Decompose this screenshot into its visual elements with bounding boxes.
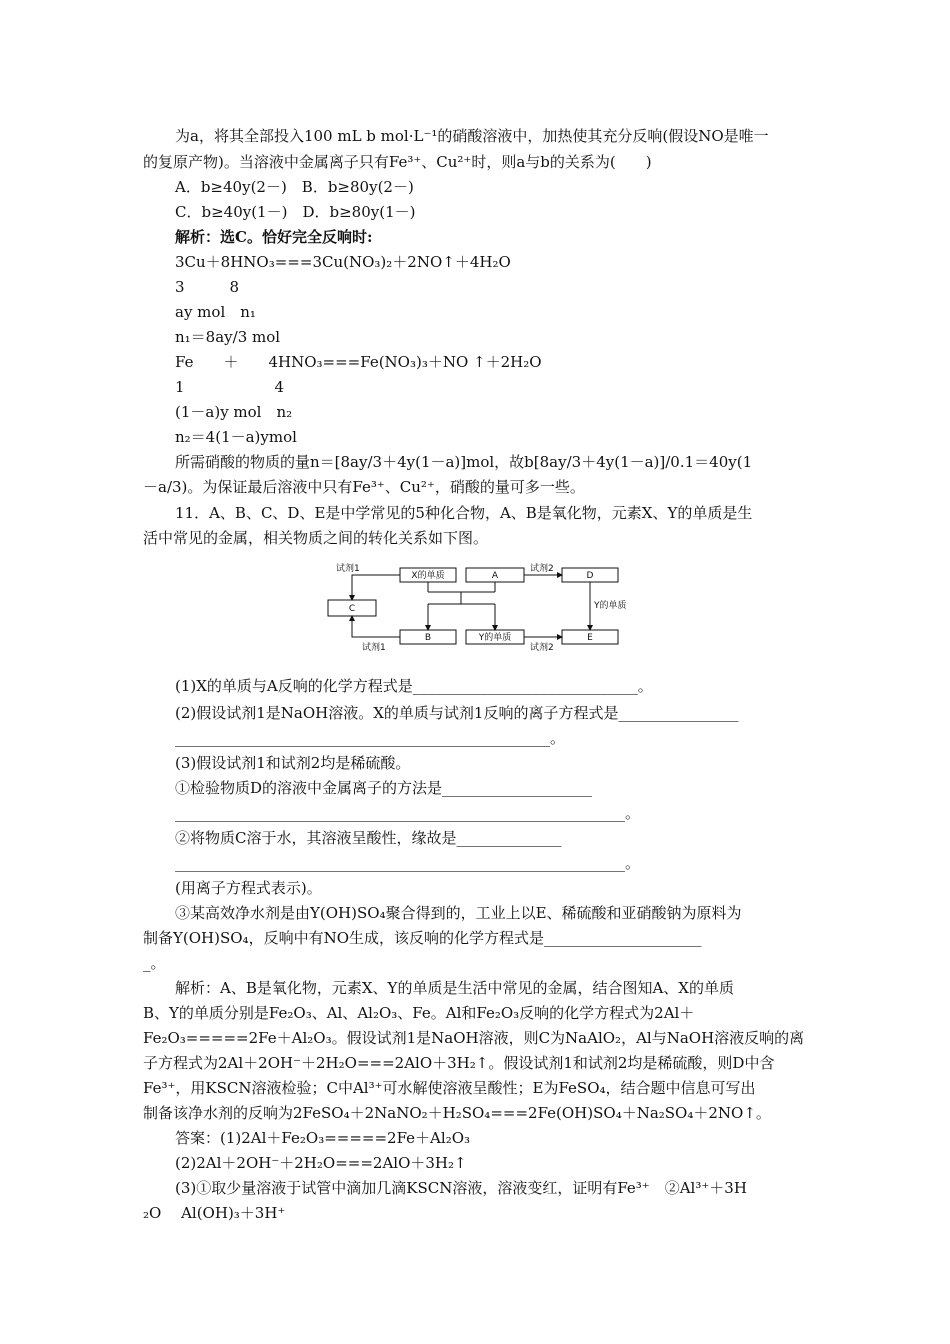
- analysis-paragraph: 子方程式为2Al＋2OH⁻＋2H₂O===2AlO＋3H₂↑。假设试剂1和试剂2均是稀硫酸，则D中含: [143, 1054, 775, 1072]
- answer-blank-line: ____________________________________________________________。: [175, 854, 641, 872]
- diagram-label: 试剂1: [362, 643, 386, 652]
- text-line: 活中常见的金属，相关物质之间的转化关系如下图。: [143, 529, 489, 547]
- text-line: 的复原产物)。当溶液中金属离子只有Fe³⁺、Cu²⁺时，则a与b的关系为( ): [143, 153, 652, 171]
- option-line: C．b≥40y(1－) D．b≥80y(1－): [175, 203, 416, 221]
- option-line: A．b≥40y(2－) B．b≥80y(2－): [175, 178, 414, 196]
- question-11: 11．A、B、C、D、E是中学常见的5种化合物，A、B是氧化物，元素X、Y的单质是生: [175, 504, 753, 522]
- answer-line: (2)2Al＋2OH⁻＋2H₂O===2AlO＋3H₂↑: [175, 1154, 467, 1172]
- diagram-label: D: [586, 571, 594, 581]
- text-line: －a/3)。为保证最后溶液中只有Fe³⁺、Cu²⁺，硝酸的量可多一些。: [143, 478, 585, 496]
- question-sub-2: ②将物质C溶于水，其溶液呈酸性，缘故是______________: [175, 829, 562, 847]
- text-line: 3 8: [175, 278, 240, 296]
- diagram-label: Y的单质: [478, 633, 512, 643]
- text-line: n₁＝8ay/3 mol: [175, 328, 281, 346]
- analysis-paragraph: Fe₂O₃=====2Fe＋Al₂O₃。假设试剂1是NaOH溶液，则C为NaAlO₂，Al与NaOH溶液反响的离: [143, 1029, 805, 1047]
- analysis-paragraph: 制备该净水剂的反响为2FeSO₄＋2NaNO₂＋H₂SO₄===2Fe(OH)SO₄＋Na₂SO₄＋2NO↑。: [143, 1104, 771, 1122]
- diagram-label: 试剂2: [530, 564, 554, 574]
- analysis-paragraph: B、Y的单质分别是Fe₂O₃、Al、Al₂O₃、Fe。Al和Fe₂O₃反响的化学方程式为2Al＋: [143, 1004, 695, 1022]
- answer-line: ₂O Al(OH)₃＋3H⁺: [143, 1204, 286, 1222]
- diagram-label: A: [491, 571, 499, 581]
- text-line: (1－a)y mol n₂: [175, 403, 293, 421]
- equation-line: 3Cu＋8HNO₃===3Cu(NO₃)₂＋2NO↑＋4H₂O: [175, 253, 511, 271]
- equation-line: Fe ＋ 4HNO₃===Fe(NO₃)₃＋NO ↑＋2H₂O: [175, 353, 542, 371]
- diagram-label: Y的单质: [594, 601, 627, 611]
- text-line: _。: [143, 954, 166, 972]
- text-line: ay mol n₁: [175, 303, 256, 321]
- diagram-label: B: [424, 633, 432, 643]
- diagram-label: 试剂2: [530, 643, 554, 652]
- question-sub-3: ③某高效净水剂是由Y(OH)SO₄聚合得到的，工业上以E、稀硫酸和亚硝酸钠为原料为: [175, 904, 742, 922]
- text-line: 所需硝酸的物质的量n＝[8ay/3＋4y(1－a)]mol，故b[8ay/3＋4y(1－a)]/0.1＝40y(1: [175, 453, 753, 471]
- analysis-paragraph: Fe³⁺，用KSCN溶液检验；C中Al³⁺可水解使溶液呈酸性；E为FeSO₄，结合题中信息可写出: [143, 1079, 756, 1097]
- text-line: 1 4: [175, 378, 285, 396]
- analysis-paragraph: 解析：A、B是氧化物，元素X、Y的单质是生活中常见的金属，结合图知A、X的单质: [175, 979, 734, 997]
- text-line: n₂＝4(1－a)ymol: [175, 428, 297, 446]
- answer-blank-line: __________________________________________________。: [175, 729, 566, 747]
- diagram-label: E: [587, 633, 593, 643]
- conversion-diagram: [326, 560, 636, 652]
- text-line: 为a，将其全部投入100 mL b mol·L⁻¹的硝酸溶液中，加热使其充分反响(假设NO是唯一: [175, 127, 769, 145]
- answer-line: (3)①取少量溶液于试管中滴加几滴KSCN溶液，溶液变红，证明有Fe³⁺ ②Al³⁺＋3H: [175, 1179, 747, 1197]
- text-line: (用离子方程式表示)。: [175, 879, 322, 897]
- diagram-label: C: [348, 604, 356, 614]
- answer-blank-line: ____________________________________________________________。: [175, 804, 641, 822]
- question-part-1: (1)X的单质与A反响的化学方程式是______________________________。: [175, 677, 653, 695]
- question-part-2: (2)假设试剂1是NaOH溶液。X的单质与试剂1反响的离子方程式是________________: [175, 704, 739, 722]
- analysis-heading: 解析：选C。恰好完全反响时:: [175, 228, 373, 246]
- question-part-3: (3)假设试剂1和试剂2均是稀硫酸。: [175, 754, 411, 772]
- diagram-label: 试剂1: [336, 564, 360, 574]
- text-line: 制备Y(OH)SO₄，反响中有NO生成，该反响的化学方程式是_____________________: [143, 929, 702, 947]
- answer-line: 答案：(1)2Al＋Fe₂O₃=====2Fe＋Al₂O₃: [175, 1129, 471, 1147]
- question-sub-1: ①检验物质D的溶液中金属离子的方法是____________________: [175, 779, 593, 797]
- diagram-label: X的单质: [411, 571, 445, 581]
